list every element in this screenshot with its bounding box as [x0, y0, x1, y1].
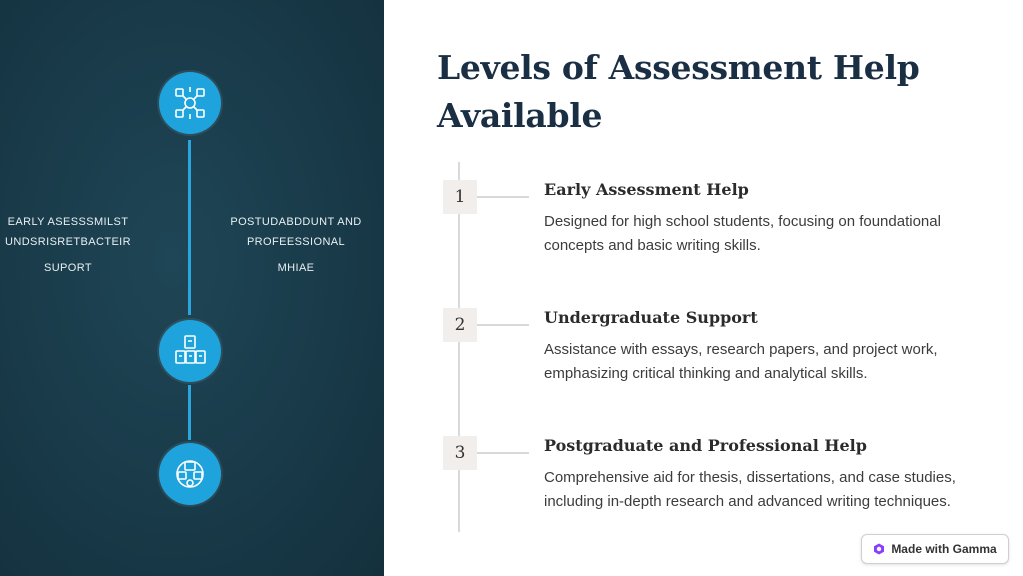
research-cycle-icon [159, 443, 221, 505]
made-with-gamma-button[interactable] [861, 534, 1009, 564]
timeline-connector [188, 385, 191, 440]
step-number: 3 [443, 436, 477, 470]
step-connector [477, 324, 529, 326]
label-line: EARLY ASESSSMILST [7, 216, 129, 228]
timeline-line [458, 162, 460, 532]
step-connector [477, 452, 529, 454]
label-line: SUPORT [43, 262, 93, 274]
step-connector [477, 196, 529, 198]
left-panel-label-right [222, 212, 370, 278]
label-line: PROFEESSIONAL [246, 236, 346, 248]
documents-stack-icon [159, 320, 221, 382]
step-heading: Postgraduate and Professional Help [544, 436, 867, 455]
step-heading: Undergraduate Support [544, 308, 758, 327]
step-description: Comprehensive aid for thesis, dissertations, and case studies, including in-depth research and advanced writing techniques. [544, 469, 956, 510]
step-number: 2 [443, 308, 477, 342]
timeline-connector [188, 140, 191, 315]
gamma-logo-icon [873, 543, 885, 555]
people-network-icon [159, 72, 221, 134]
step-number: 1 [443, 180, 477, 214]
left-panel-label-left [4, 212, 132, 278]
label-line: POSTUDABDDUNT AND [230, 216, 362, 228]
label-line: UNDSRISRETBACTEIR [5, 236, 131, 248]
page-title: Levels of Assessment Help Available [437, 48, 920, 135]
step-heading: Early Assessment Help [544, 180, 749, 199]
label-line: MHIAE [277, 262, 315, 274]
badge-label: Made with Gamma [891, 542, 997, 556]
step-description: Designed for high school students, focusing on foundational concepts and basic writing skills. [544, 213, 941, 254]
step-description: Assistance with essays, research papers, and project work, emphasizing critical thinking and analytical skills. [544, 341, 938, 382]
left-image-panel [0, 0, 384, 576]
